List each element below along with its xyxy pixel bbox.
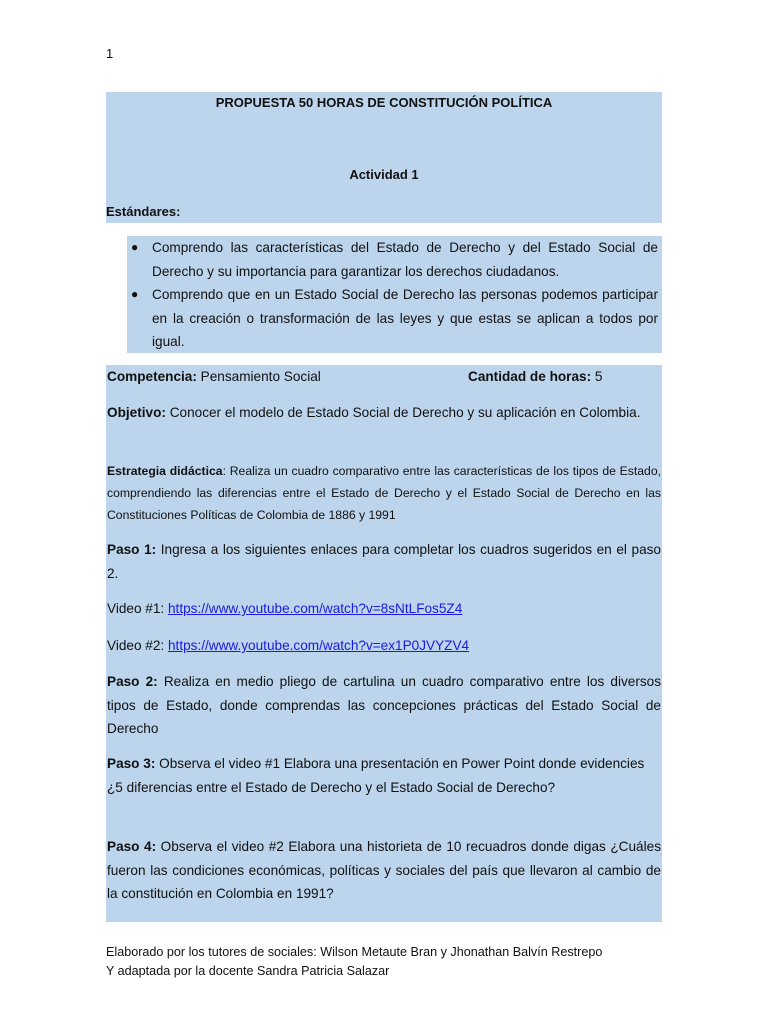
video2-label: Video #2: (107, 638, 165, 653)
activity-details-block (106, 365, 662, 922)
estrategia-paragraph (107, 460, 661, 526)
document-title: PROPUESTA 50 HORAS DE CONSTITUCIÓN POLÍTICA (215, 95, 553, 110)
hours-field (468, 365, 602, 389)
video1-link[interactable]: https://www.youtube.com/watch?v=8sNtLFos5Z4 (167, 601, 463, 616)
paso1-paragraph (107, 538, 661, 585)
standard-item (131, 283, 658, 354)
objetivo-paragraph (107, 401, 661, 425)
video1-label: Video #1: (107, 601, 165, 616)
paso1-text: Ingresa a los siguientes enlaces para completar los cuadros sugeridos en el paso 2. (107, 542, 661, 581)
estrategia-label: Estrategia didáctica (107, 464, 223, 478)
objetivo-label: Objetivo: (107, 405, 166, 420)
standard-item (131, 236, 658, 283)
bullet-icon: ● (131, 240, 139, 254)
standard-text: Comprendo que en un Estado Social de Derecho las personas podemos participar en la creación o transformación de las leyes y que estas se aplican a todos por igual. (152, 287, 658, 349)
paso3-paragraph (107, 752, 661, 799)
paso4-text: Observa el video #2 Elabora una historieta de 10 recuadros donde digas ¿Cuáles fueron las condiciones económicas, políticas y sociales del país que llevaron al cambio de la constitución en Colombia en 1991? (107, 839, 661, 901)
video1-row (107, 597, 661, 621)
paso2-label: Paso 2: (107, 674, 158, 689)
footer (106, 943, 602, 981)
standards-heading: Estándares: (106, 204, 181, 219)
paso2-text: Realiza en medio pliego de cartulina un cuadro comparativo entre los diversos tipos de Estado, donde comprendas las concepciones prácticas del Estado Social de Derecho (107, 674, 662, 736)
hours-value: 5 (594, 369, 603, 384)
paso1-label: Paso 1: (107, 542, 157, 557)
objetivo-text: Conocer el modelo de Estado Social de Derecho y su aplicación en Colombia. (169, 405, 641, 420)
competencia-label: Competencia: (107, 369, 197, 384)
hours-label: Cantidad de horas: (468, 369, 592, 384)
footer-line-1: Elaborado por los tutores de sociales: Wilson Metaute Bran y Jhonathan Balvín Restrepo (106, 945, 603, 959)
competencia-value: Pensamiento Social (200, 369, 321, 384)
paso3-label: Paso 3: (107, 756, 156, 771)
page-number: 1 (106, 46, 114, 61)
video2-link[interactable]: https://www.youtube.com/watch?v=ex1P0JVYZV4 (167, 638, 470, 653)
bullet-icon: ● (131, 287, 139, 301)
video2-row (107, 634, 661, 658)
paso3-text: Observa el video #1 Elabora una presentación en Power Point donde evidencies ¿5 diferencias entre el Estado de Derecho y el Estado Social de Derecho? (107, 756, 645, 795)
paso4-paragraph (107, 835, 661, 906)
paso4-label: Paso 4: (107, 839, 157, 854)
activity-title: Actividad 1 (349, 167, 419, 182)
header-block (106, 92, 662, 223)
estrategia-text: : Realiza un cuadro comparativo entre las características de los tipos de Estado, comprendiendo las diferencias entre el Estado de Derecho y el Estado Social de Derecho en las Constituciones Políticas de Colombia de 1886 y 1991 (107, 464, 661, 522)
standard-text: Comprendo las características del Estado de Derecho y del Estado Social de Derecho y su importancia para garantizar los derechos ciudadanos. (152, 240, 658, 279)
footer-line-2: Y adaptada por la docente Sandra Patricia Salazar (106, 964, 390, 978)
standards-block (127, 236, 662, 353)
competencia-row (107, 365, 661, 389)
paso2-paragraph (107, 670, 661, 741)
